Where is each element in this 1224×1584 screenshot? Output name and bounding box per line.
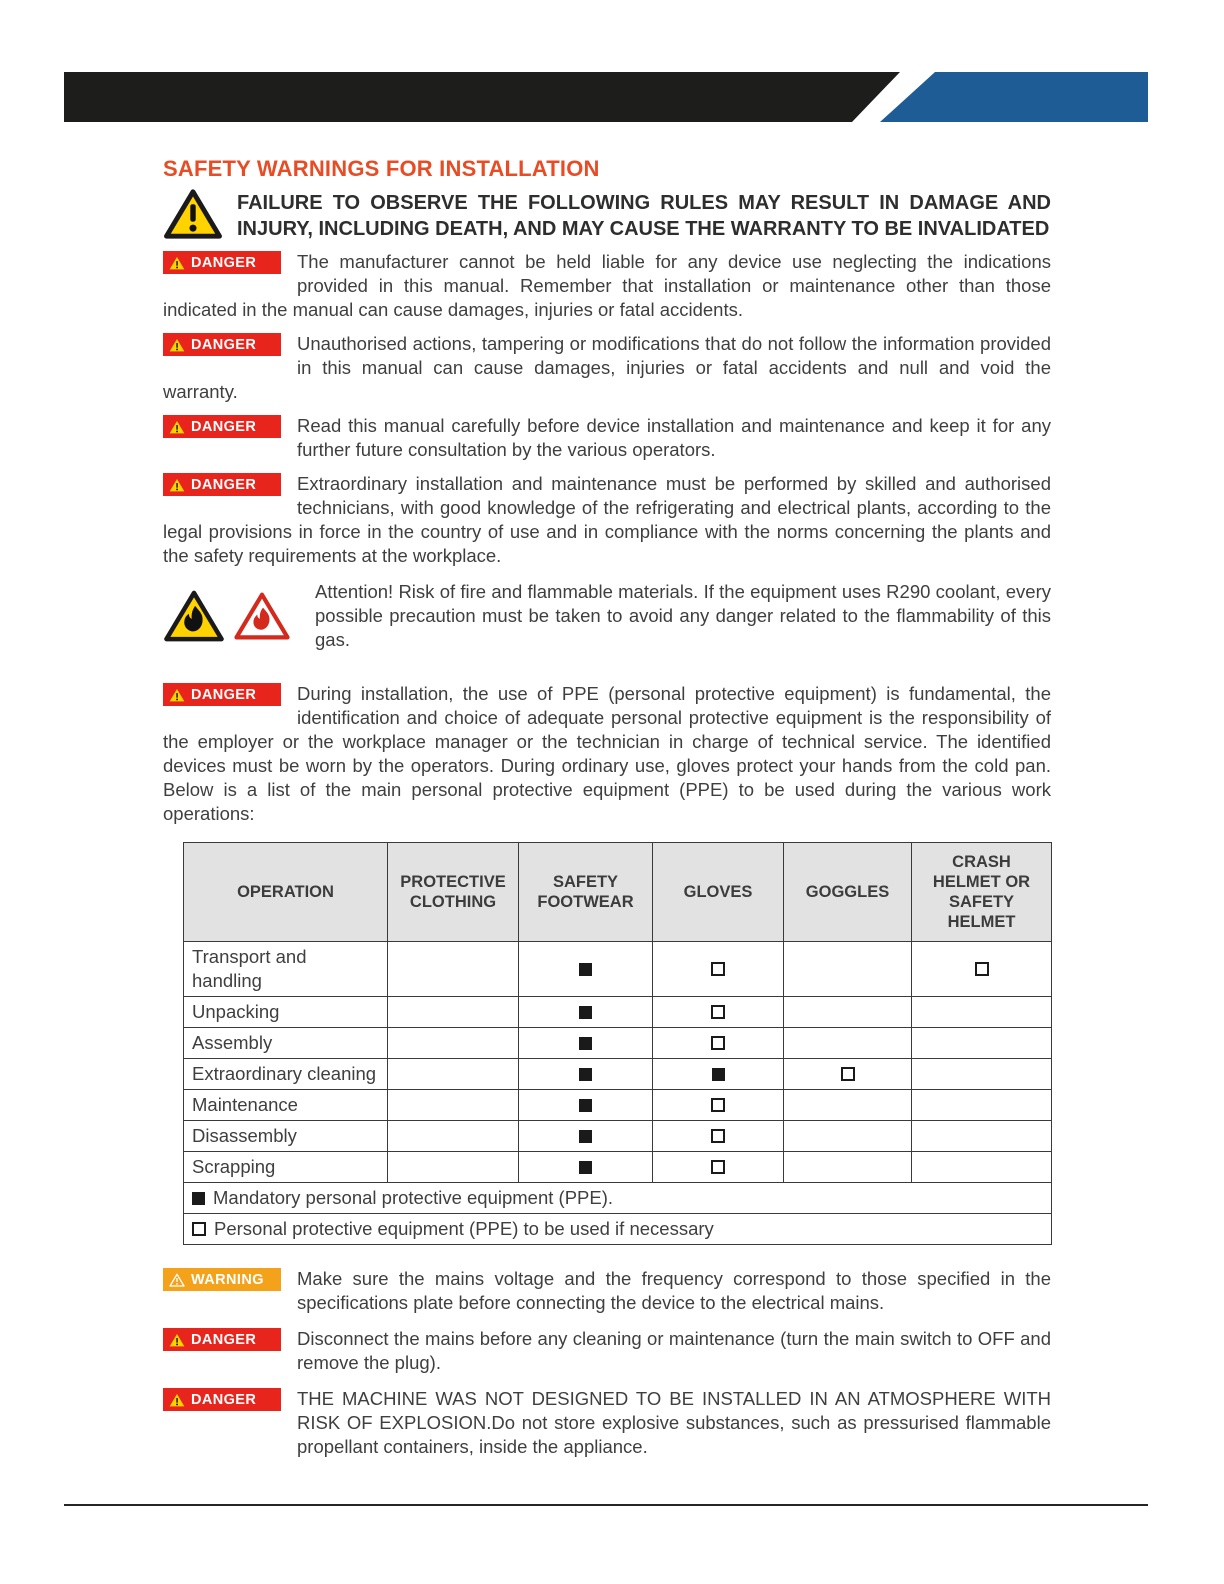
ppe-marker bbox=[841, 1067, 855, 1081]
danger-badge bbox=[163, 1388, 281, 1411]
danger-badge bbox=[163, 333, 281, 356]
warning-triangle-icon bbox=[169, 1333, 185, 1347]
badge-label: DANGER bbox=[191, 476, 257, 493]
ppe-marker bbox=[711, 1098, 725, 1112]
notice-text: Disconnect the mains before any cleaning or maintenance (turn the main switch to OFF and remove the plug). bbox=[297, 1328, 1051, 1373]
operation-cell: Extraordinary cleaning bbox=[184, 1059, 388, 1090]
ppe-marker bbox=[712, 1068, 725, 1081]
danger-badge bbox=[163, 683, 281, 706]
intro-warning bbox=[163, 188, 1051, 242]
warning-triangle-icon bbox=[169, 478, 185, 492]
flammable-triangle-icon bbox=[163, 589, 225, 643]
header-band bbox=[64, 72, 1148, 122]
operation-cell: Maintenance bbox=[184, 1090, 388, 1121]
ppe-marker bbox=[579, 963, 592, 976]
ppe-marker bbox=[975, 962, 989, 976]
column-header: SAFETY FOOTWEAR bbox=[519, 843, 653, 942]
warning-badge bbox=[163, 1268, 281, 1291]
footer-rule bbox=[64, 1504, 1148, 1506]
ppe-marker bbox=[579, 1006, 592, 1019]
warning-triangle-icon bbox=[169, 338, 185, 352]
table-row bbox=[184, 997, 1052, 1028]
table-header-row bbox=[184, 843, 1052, 942]
ppe-marker bbox=[192, 1222, 206, 1236]
table-row bbox=[184, 1028, 1052, 1059]
warning-triangle-icon bbox=[169, 420, 185, 434]
notice-text: During installation, the use of PPE (personal protective equipment) is fundamental, the identification and choice of adequate personal protective equipment is the responsibility of the employer or the workplace manager or the technician in charge of technical service. The identified devices must be worn by the operators. During ordinary use, gloves protect your hands from the cold pan. Below is a list of the main personal protective equipment (PPE) to be used during the various work operations: bbox=[163, 683, 1051, 824]
operation-cell: Unpacking bbox=[184, 997, 388, 1028]
badge-label: WARNING bbox=[191, 1271, 264, 1288]
column-header: GLOVES bbox=[653, 843, 784, 942]
danger-notice bbox=[163, 1387, 1051, 1459]
danger-notice bbox=[163, 332, 1051, 404]
warning-triangle-icon bbox=[169, 688, 185, 702]
badge-label: DANGER bbox=[191, 686, 257, 703]
badge-area bbox=[163, 250, 297, 298]
legend-row bbox=[184, 1183, 1052, 1214]
ppe-marker bbox=[711, 962, 725, 976]
notice-text: The manufacturer cannot be held liable for any device use neglecting the indications provided in this manual. Remember that installation or maintenance other than those indicated in the manual can cause damages, injuries or fatal accidents. bbox=[163, 251, 1051, 320]
badge-label: DANGER bbox=[191, 418, 257, 435]
notice-text: Make sure the mains voltage and the frequency correspond to those specified in the specifications plate before connecting the device to the electrical mains. bbox=[297, 1268, 1051, 1313]
notice-text: Extraordinary installation and maintenance must be performed by skilled and authorised technicians, with good knowledge of the refrigerating and electrical plants, according to the legal provisions in force in the country of use and in compliance with the norms concerning the plants and the safety requirements at the workplace. bbox=[163, 473, 1051, 566]
fire-warning-text: Attention! Risk of fire and flammable materials. If the equipment uses R290 coolant, every possible precaution must be taken to avoid any danger related to the flammability of this gas. bbox=[315, 581, 1051, 650]
danger-notice bbox=[163, 250, 1051, 322]
notice-text: Read this manual carefully before device installation and maintenance and keep it for any further future consultation by the various operators. bbox=[297, 415, 1051, 460]
notice-text: Unauthorised actions, tampering or modifications that do not follow the information provided in this manual can cause damages, injuries or fatal accidents and null and void the warranty. bbox=[163, 333, 1051, 402]
table-row bbox=[184, 942, 1052, 997]
badge-area bbox=[163, 682, 297, 730]
badge-area bbox=[163, 414, 297, 462]
danger-badge bbox=[163, 1328, 281, 1351]
legend-text: Mandatory personal protective equipment (PPE). bbox=[213, 1187, 614, 1208]
table-row bbox=[184, 1152, 1052, 1183]
badge-label: DANGER bbox=[191, 336, 257, 353]
ppe-marker bbox=[579, 1130, 592, 1143]
ppe-table bbox=[183, 842, 1052, 1245]
notice-text: THE MACHINE WAS NOT DESIGNED TO BE INSTALLED IN AN ATMOSPHERE WITH RISK OF EXPLOSION.Do not store explosive substances, such as pressurised flammable propellant containers, inside the appliance. bbox=[297, 1388, 1051, 1457]
ppe-marker bbox=[192, 1192, 205, 1205]
column-header: GOGGLES bbox=[784, 843, 912, 942]
column-header: PROTECTIVE CLOTHING bbox=[388, 843, 519, 942]
fire-warning-icons bbox=[163, 580, 297, 652]
badge-label: DANGER bbox=[191, 1331, 257, 1348]
ppe-marker bbox=[579, 1037, 592, 1050]
legend-text: Personal protective equipment (PPE) to be used if necessary bbox=[214, 1218, 714, 1239]
badge-area bbox=[163, 1387, 297, 1459]
ppe-marker bbox=[579, 1161, 592, 1174]
table-row bbox=[184, 1059, 1052, 1090]
warning-triangle-icon bbox=[169, 256, 185, 270]
danger-notice bbox=[163, 1327, 1051, 1375]
badge-label: DANGER bbox=[191, 1391, 257, 1408]
ppe-marker bbox=[579, 1068, 592, 1081]
warning-notice bbox=[163, 1267, 1051, 1315]
ppe-marker bbox=[711, 1005, 725, 1019]
legend-row bbox=[184, 1214, 1052, 1245]
badge-label: DANGER bbox=[191, 254, 257, 271]
table-row bbox=[184, 1090, 1052, 1121]
danger-notice bbox=[163, 414, 1051, 462]
badge-area bbox=[163, 1327, 297, 1375]
danger-badge bbox=[163, 415, 281, 438]
ppe-marker bbox=[711, 1129, 725, 1143]
ppe-marker bbox=[579, 1099, 592, 1112]
warning-triangle-icon bbox=[169, 1393, 185, 1407]
badge-area bbox=[163, 332, 297, 380]
warning-triangle-icon bbox=[163, 188, 223, 240]
ppe-marker bbox=[711, 1036, 725, 1050]
badge-area bbox=[163, 472, 297, 520]
column-header: CRASH HELMET OR SAFETY HELMET bbox=[912, 843, 1052, 942]
intro-warning-text: FAILURE TO OBSERVE THE FOLLOWING RULES MAY RESULT IN DAMAGE AND INJURY, INCLUDING DEATH, AND MAY CAUSE THE WARRANTY TO BE INVALIDATED bbox=[237, 192, 1051, 240]
danger-badge bbox=[163, 251, 281, 274]
operation-cell: Scrapping bbox=[184, 1152, 388, 1183]
operation-cell: Disassembly bbox=[184, 1121, 388, 1152]
operation-cell: Assembly bbox=[184, 1028, 388, 1059]
fire-warning bbox=[163, 580, 1051, 652]
operation-cell: Transport and handling bbox=[184, 942, 388, 997]
page-title: SAFETY WARNINGS FOR INSTALLATION bbox=[163, 156, 600, 181]
warning-triangle-icon bbox=[169, 1273, 185, 1287]
ppe-marker bbox=[711, 1160, 725, 1174]
badge-area bbox=[163, 1267, 297, 1315]
fire-risk-triangle-icon bbox=[233, 591, 291, 641]
danger-badge bbox=[163, 473, 281, 496]
danger-notice bbox=[163, 682, 1051, 826]
column-header: OPERATION bbox=[184, 843, 388, 942]
table-row bbox=[184, 1121, 1052, 1152]
danger-notice bbox=[163, 472, 1051, 568]
page-content bbox=[163, 156, 1051, 1469]
